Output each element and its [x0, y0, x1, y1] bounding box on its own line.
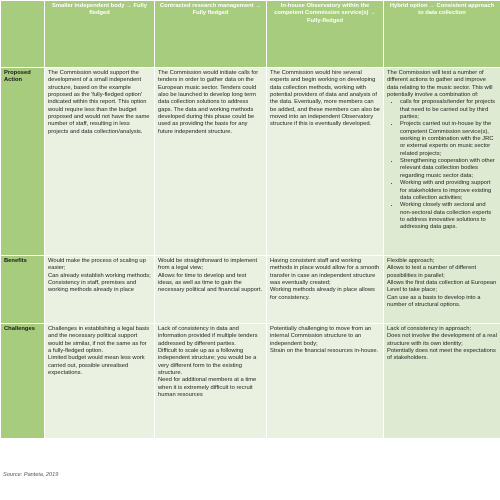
cell-text: Would make the process of scaling up easier; Can already establish working methods; Consistency in staff, premises and working methods already in place	[48, 258, 151, 294]
cell-challenges-contracted	[155, 324, 267, 439]
list-item: • Projects carried out in-house by the competent Commission service(s), working in combination with the JRC or external experts on music sector related projects;	[400, 121, 497, 158]
header-in-house-observatory: In-house Observatory within the competent Commission service(s) → Fully-fledged	[267, 1, 384, 68]
cell-text: Having consistent staff and working methods in place would allow for a smooth transfer in case an independent structure was eventually created; Working methods already in place allows for consistency.	[270, 258, 380, 301]
list-item: • Working with and providing support for stakeholders to improve existing data collection activities;	[400, 180, 497, 202]
list-item: • Working closely with sectoral and non-sectoral data collection experts to address innovative solutions to addressing data gaps.	[400, 202, 497, 231]
table-row-proposed-action	[1, 68, 500, 256]
hybrid-options-list	[387, 99, 497, 231]
cell-action-in-house	[267, 68, 384, 256]
table-row-benefits	[1, 256, 500, 324]
row-label-proposed-action: Proposed Action	[1, 68, 45, 256]
header-contracted-research: Contracted research management → Fully fledged	[155, 1, 267, 68]
list-item: • calls for proposals/tender for projects that need to be carried out by third parties;	[400, 99, 497, 121]
row-label-benefits: Benefits	[1, 256, 45, 324]
row-label-challenges: Challenges	[1, 324, 45, 439]
cell-text: The Commission would support the development of a small independent structure, based on the example proposed as the 'fully-fledged option' indicated within this report. This option would require less than the budget proposed and would not have the same number of staff, resulting in less projects and data collection/analysis.	[48, 70, 150, 135]
cell-challenges-hybrid	[384, 324, 500, 439]
cell-benefits-smaller-body	[45, 256, 155, 324]
cell-challenges-smaller-body	[45, 324, 155, 439]
cell-challenges-in-house	[267, 324, 384, 439]
cell-action-smaller-body	[45, 68, 155, 256]
cell-benefits-in-house	[267, 256, 384, 324]
source-note: Source: Panteia, 2019	[3, 472, 59, 478]
cell-benefits-contracted	[155, 256, 267, 324]
cell-action-hybrid	[384, 68, 500, 256]
header-corner-cell	[1, 1, 45, 68]
cell-text: Lack of consistency in data and information provided if multiple tenders addressed by different parties. Difficult to scale up as a following independent structure; you would be a very different form to the existing structure. Need for additional members at a time when it is extremely difficult to recruit human resources	[158, 326, 258, 399]
cell-text: Flexible approach; Allows to test a number of different possibilities in parallel; Allows the first data collection at European Level to take place; Can use as a basis to develop into a number of structural options.	[387, 258, 497, 309]
cell-benefits-hybrid	[384, 256, 500, 324]
cell-text: The Commission would initiate calls for tenders in order to gather data on the European music sector. Tenders could also be launched to develop long term data collection solutions to address gaps. The data and working methods developed during this phase could be used as providing the basis for any future independent structure.	[158, 70, 259, 135]
cell-text: Lack of consistency in approach; Does not involve the development of a real structure with its own identity; Potentially does not meet the expectations of stakeholders.	[387, 326, 497, 362]
cell-text: Would be straightforward to implement from a legal view; Allows for time to develop and test ideas, as well as time to gain the necessary political and financial support.	[158, 258, 263, 294]
header-hybrid-option: Hybrid option → Consistent approach to data collection	[384, 1, 500, 68]
header-smaller-independent-body: Smaller independent body → Fully fledged	[45, 1, 155, 68]
cell-text: The Commission would hire several experts and begin working on developing data collection methods, working with potential providers of data and analysis of the data. Eventually, more members can be added, and these members can also be moved into an independent Observatory structure if this is eventually developed.	[270, 70, 380, 128]
cell-text: The Commission will test a number of different actions to gather and improve data relating to the music sector. This will potentially involve a combination of:	[387, 70, 493, 99]
table-header-row	[1, 1, 500, 68]
table-row-challenges	[1, 324, 500, 439]
cell-action-contracted	[155, 68, 267, 256]
list-item: • Strengthening cooperation with other relevant data collection bodies regarding music sector data;	[400, 158, 497, 180]
cell-text: Potentially challenging to move from an internal Commission structure to an independent body; Strain on the financial resources in-house.	[270, 326, 379, 355]
cell-text: Challenges in establishing a legal basis and the necessary political support would be similar, if not the same as for a fully-fledged option. Limited budget would mean less work carried out, possible unrealised expectations.	[48, 326, 150, 377]
